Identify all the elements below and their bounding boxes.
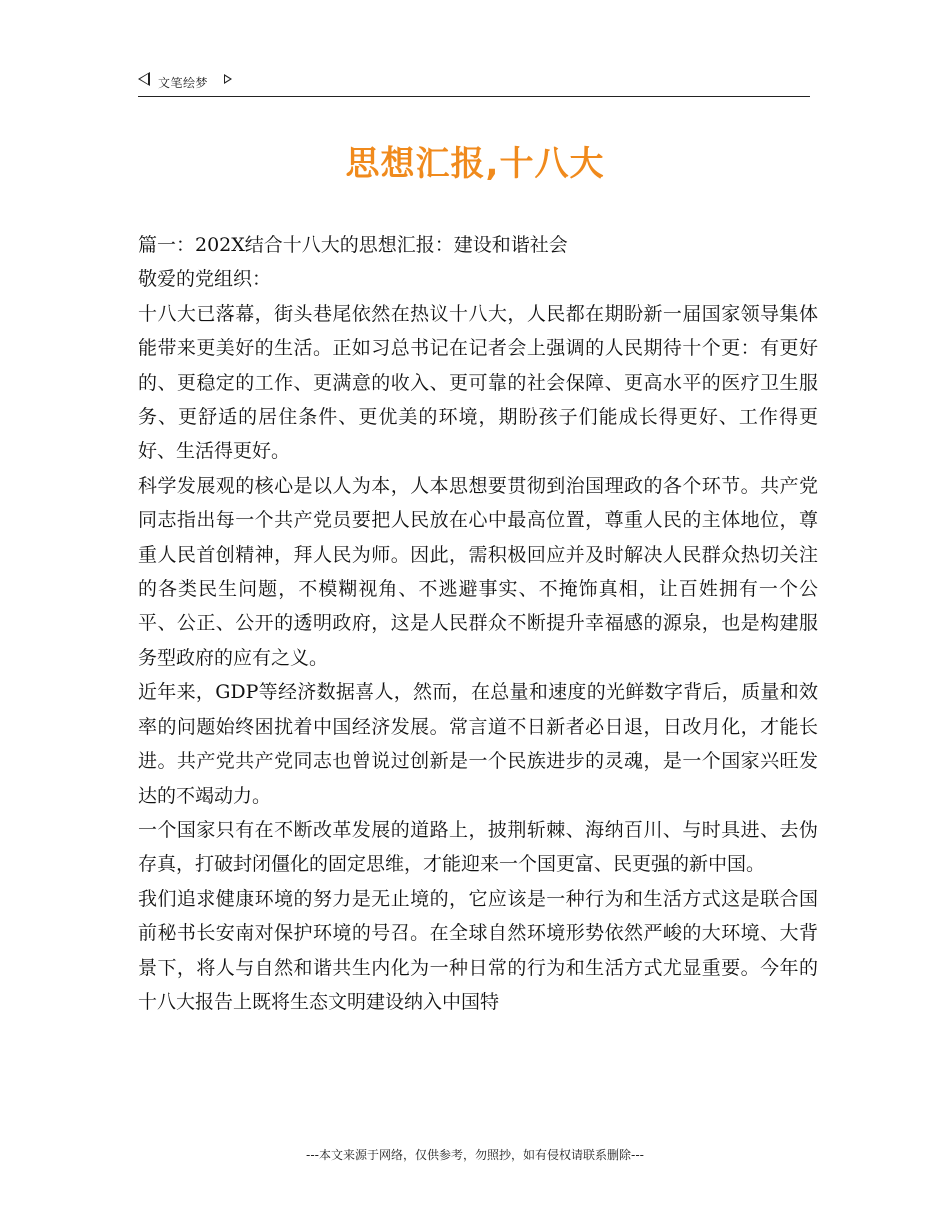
- paragraph: 近年来，GDP等经济数据喜人，然而，在总量和速度的光鲜数字背后，质量和效率的问题始终困扰着中国经济发展。常言道不日新者必日退，日改月化，才能长进。共产党共产党同志也曾说过创新是一个民族进步的灵魂，是一个国家兴旺发达的不竭动力。: [138, 681, 818, 807]
- document-title: 思想汇报,十八大: [345, 144, 605, 184]
- brand-label: 文笔绘梦: [158, 76, 209, 90]
- paragraph: 一个国家只有在不断改革发展的道路上，披荆斩棘、海纳百川、与时具进、去伪存真，打破封闭僵化的固定思维，才能迎来一个国更富、民更强的新中国。: [138, 818, 818, 876]
- paragraph-section-heading: 篇一：202X结合十八大的思想汇报：建设和谐社会: [138, 234, 568, 256]
- left-triangle-icon: [138, 72, 150, 86]
- page-footer: ---本文来源于网络，仅供参考，勿照抄，如有侵权请联系删除---: [306, 1148, 644, 1162]
- right-triangle-icon: [224, 74, 232, 84]
- paragraph: 科学发展观的核心是以人为本，人本思想要贯彻到治国理政的各个环节。共产党同志指出每一个共产党员要把人民放在心中最高位置，尊重人民的主体地位，尊重人民首创精神，拜人民为师。因此，需积极回应并及时解决人民群众热切关注的各类民生问题，不模糊视角、不逃避事实、不掩饰真相，让百姓拥有一个公平、公正、公开的透明政府，这是人民群众不断提升幸福感的源泉，也是构建服务型政府的应有之义。: [138, 474, 818, 669]
- page-header: [138, 70, 810, 97]
- paragraph: 我们追求健康环境的努力是无止境的，它应该是一种行为和生活方式这是联合国前秘书长安南对保护环境的号召。在全球自然环境形势依然严峻的大环境、大背景下，将人与自然和谐共生内化为一种日常的行为和生活方式尤显重要。今年的十八大报告上既将生态文明建设纳入中国特: [138, 887, 818, 1013]
- paragraph-salutation: 敬爱的党组织：: [138, 268, 272, 291]
- document-body: [138, 228, 818, 1019]
- paragraph: 十八大已落幕，街头巷尾依然在热议十八大，人民都在期盼新一届国家领导集体能带来更美好的生活。正如习总书记在记者会上强调的人民期待十个更：有更好的、更稳定的工作、更满意的收入、更可靠的社会保障、更高水平的医疗卫生服务、更舒适的居住条件、更优美的环境，期盼孩子们能成长得更好、工作得更好、生活得更好。: [138, 302, 818, 463]
